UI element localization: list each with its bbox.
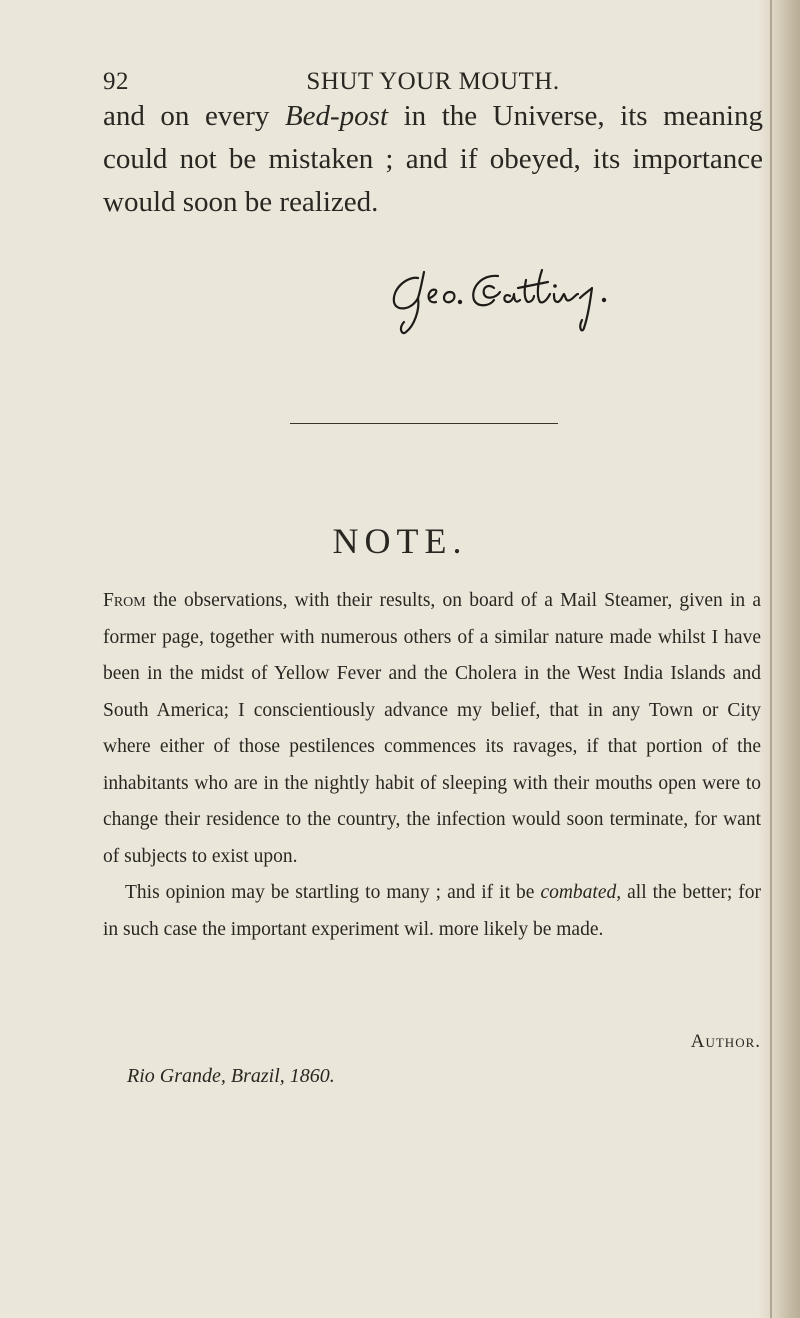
top-paragraph-italic: Bed-post — [284, 100, 389, 132]
note-title: NOTE. — [332, 521, 468, 561]
note-paragraph-2-text-2: all the better; for in such case the important experiment wil. more likely be made. — [103, 882, 762, 940]
note-lead-word: From — [103, 590, 146, 611]
note-body — [103, 583, 761, 948]
page-edge-line — [770, 0, 772, 1318]
handwritten-signature — [378, 258, 678, 338]
page-number: 92 — [103, 68, 129, 95]
note-paragraph-1 — [103, 583, 761, 875]
running-head: SHUT YOUR MOUTH. — [306, 68, 560, 95]
page-edge — [758, 0, 800, 1318]
top-paragraph-text-2: in the Universe, its meaning could not be mistaken ; and if obeyed, its importance would soon be realized. — [103, 100, 763, 218]
note-paragraph-2-text-1: This opinion may be startling to many ; and if it be — [125, 882, 541, 903]
place-date: Rio Grande, Brazil, 1860. — [127, 1065, 335, 1087]
note-paragraph-2-italic: combated, — [540, 882, 622, 903]
note-paragraph-1-text: the observations, with their results, on board of a Mail Steamer, given in a former page, together with numerous others of a similar nature made whilst I have been in the midst of Yellow Fever and the Cholera in the West India Islands and South America; I conscientiously advance my belief, that in any Town or City where either of those pestilences commences its ravages, if that portion of the inhabitants who are in the nightly habit of sleeping with their mouths open were to change their residence to the country, the infection would soon terminate, for want of subjects to exist upon. — [103, 590, 761, 867]
top-paragraph-text-1: and on every — [103, 100, 285, 132]
top-paragraph — [103, 95, 763, 224]
note-paragraph-2 — [103, 875, 761, 948]
signature-drawing — [378, 258, 678, 338]
horizontal-rule — [290, 423, 558, 424]
author-signoff: Author. — [690, 1031, 761, 1052]
